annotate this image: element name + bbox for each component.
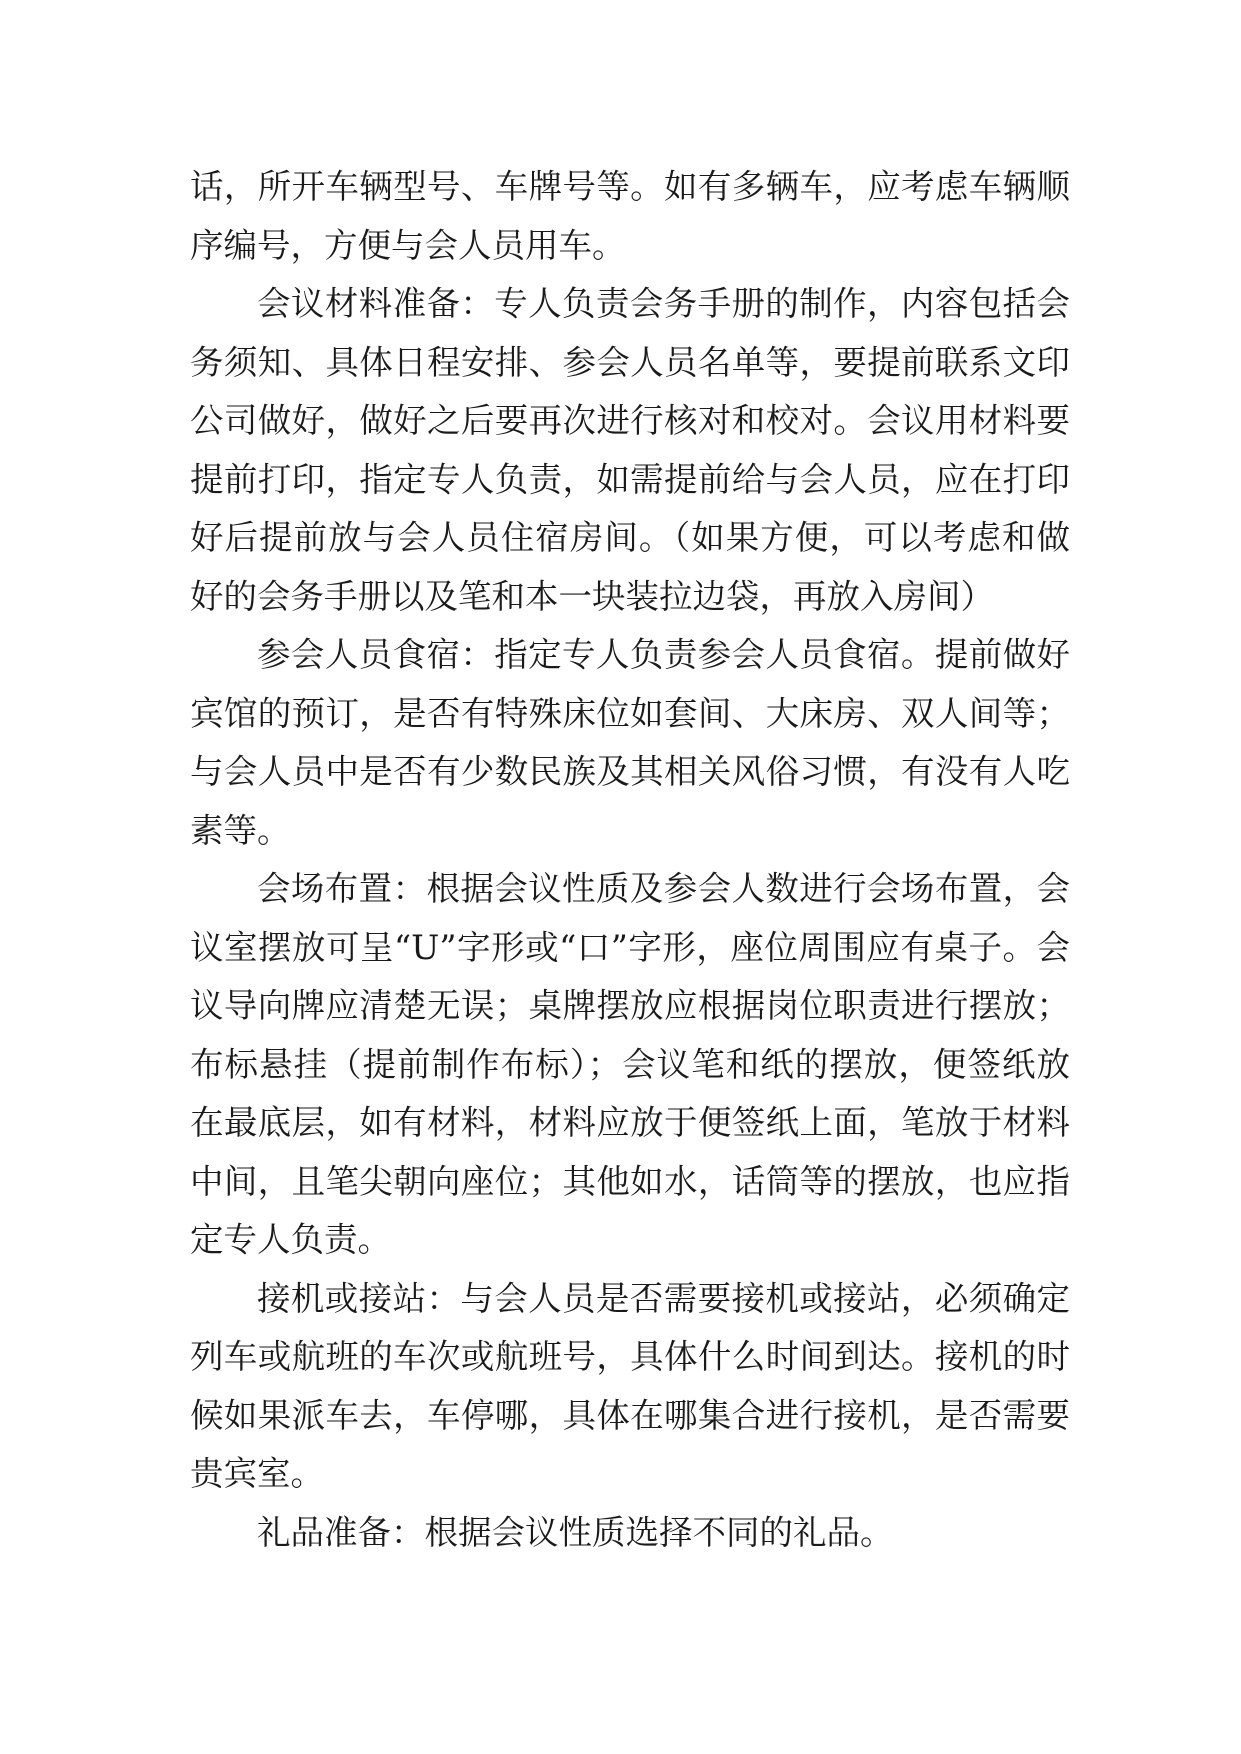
document-body (190, 158, 1070, 1562)
paragraph-venue-setup: 会场布置：根据会议性质及参会人数进行会场布置，会议室摆放可呈“U”字形或“口”字形，座位周围应有桌子。会议导向牌应清楚无误；桌牌摆放应根据岗位职责进行摆放；布标悬挂（提前制作布标）；会议笔和纸的摆放，便签纸放在最底层，如有材料，材料应放于便签纸上面，笔放于材料中间，且笔尖朝向座位；其他如水，话筒等的摆放，也应指定专人负责。 (190, 869, 1070, 1259)
paragraph-accommodation: 参会人员食宿：指定专人负责参会人员食宿。提前做好宾馆的预订，是否有特殊床位如套间、大床房、双人间等；与会人员中是否有少数民族及其相关风俗习惯，有没有人吃素等。 (190, 635, 1070, 850)
paragraph-vehicle-continuation: 话，所开车辆型号、车牌号等。如有多辆车，应考虑车辆顺序编号，方便与会人员用车。 (190, 167, 1070, 265)
paragraph-pickup: 接机或接站：与会人员是否需要接机或接站，必须确定列车或航班的车次或航班号，具体什么时间到达。接机的时候如果派车去，车停哪，具体在哪集合进行接机，是否需要贵宾室。 (190, 1278, 1070, 1493)
paragraph-meeting-materials: 会议材料准备：专人负责会务手册的制作，内容包括会务须知、具体日程安排、参会人员名单等，要提前联系文印公司做好，做好之后要再次进行核对和校对。会议用材料要提前打印，指定专人负责，如需提前给与会人员，应在打印好后提前放与会人员住宿房间。（如果方便，可以考虑和做好的会务手册以及笔和本一块装拉边袋，再放入房间） (190, 284, 1070, 616)
paragraph-gifts: 礼品准备：根据会议性质选择不同的礼品。 (257, 1512, 894, 1552)
